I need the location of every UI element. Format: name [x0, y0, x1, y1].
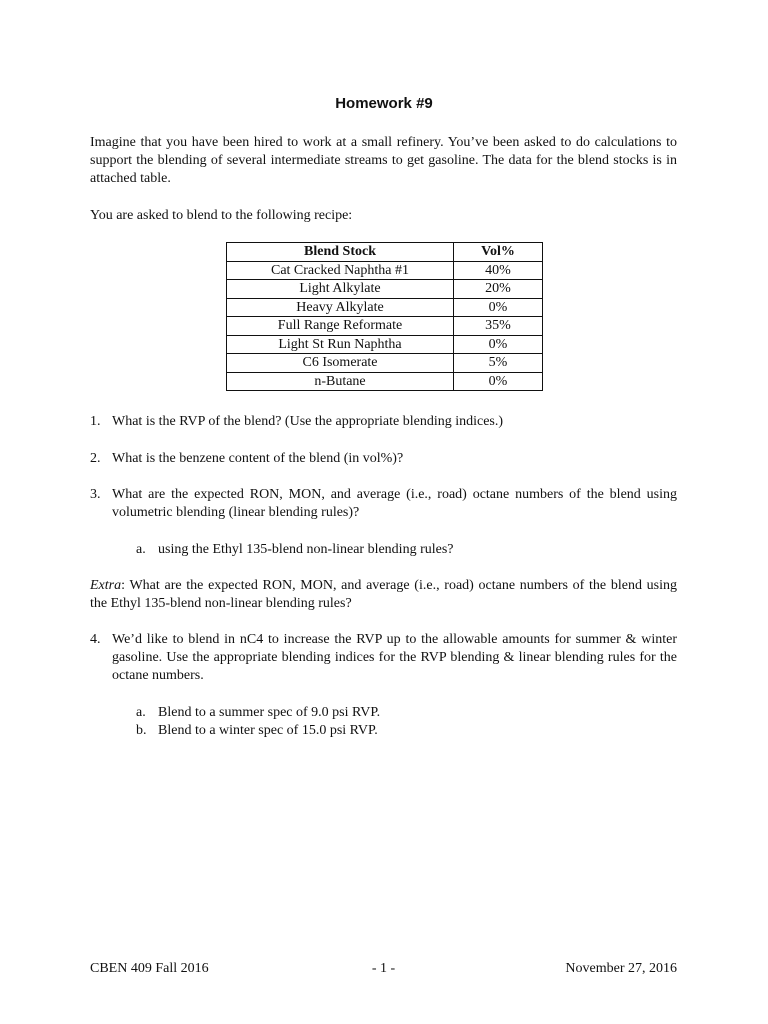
question-3 — [90, 486, 677, 522]
vol-percent-cell: 0% — [454, 335, 543, 354]
table-row — [227, 372, 543, 391]
extra-question — [90, 577, 677, 613]
table-row — [227, 317, 543, 336]
question-4 — [90, 631, 677, 685]
intro-paragraph: Imagine that you have been hired to work at a small refinery. You’ve been asked to do calculations to support the blending of several intermediate streams to get gasoline. The data for the blend stocks is in attached table. — [90, 135, 677, 186]
vol-percent-cell: 35% — [454, 317, 543, 336]
page-footer — [90, 960, 677, 978]
vol-percent-cell: 40% — [454, 261, 543, 280]
question-number: 3. — [90, 487, 101, 502]
recipe-intro: You are asked to blend to the following recipe: — [90, 208, 353, 223]
blend-stock-cell: Heavy Alkylate — [227, 298, 454, 317]
table-row — [227, 354, 543, 373]
header-vol-percent: Vol% — [454, 243, 543, 262]
footer-page-number: - 1 - — [371, 961, 396, 976]
question-4a — [136, 704, 676, 722]
table-header-row — [227, 243, 543, 262]
question-number: 2. — [90, 451, 101, 466]
question-text: We’d like to blend in nC4 to increase the RVP up to the allowable amounts for summer & winter gasoline. Use the appropriate blending indices for the RVP blending & linear blending rules for the octane numbers. — [112, 632, 677, 683]
sub-question-text: using the Ethyl 135-blend non-linear blending rules? — [158, 542, 454, 557]
blend-stock-cell: C6 Isomerate — [227, 354, 454, 373]
question-text: What is the benzene content of the blend (in vol%)? — [112, 451, 404, 466]
vol-percent-cell: 20% — [454, 280, 543, 299]
question-2 — [90, 450, 677, 468]
footer-date: November 27, 2016 — [565, 961, 677, 976]
vol-percent-cell: 0% — [454, 372, 543, 391]
blend-recipe-table — [226, 242, 543, 391]
blend-stock-cell: Light Alkylate — [227, 280, 454, 299]
vol-percent-cell: 5% — [454, 354, 543, 373]
blend-stock-cell: Full Range Reformate — [227, 317, 454, 336]
table-row — [227, 335, 543, 354]
page-title: Homework #9 — [335, 95, 433, 112]
table-row — [227, 298, 543, 317]
question-number: 4. — [90, 632, 101, 647]
header-blend-stock: Blend Stock — [227, 243, 454, 262]
question-text: What are the expected RON, MON, and average (i.e., road) octane numbers of the blend using volumetric blending (linear blending rules)? — [112, 487, 677, 520]
sub-question-letter: a. — [136, 542, 146, 557]
question-3a — [136, 541, 676, 559]
question-number: 1. — [90, 414, 101, 429]
table-row — [227, 280, 543, 299]
sub-question-text: Blend to a winter spec of 15.0 psi RVP. — [158, 723, 378, 738]
question-4b — [136, 722, 676, 740]
blend-stock-cell: n-Butane — [227, 372, 454, 391]
sub-question-text: Blend to a summer spec of 9.0 psi RVP. — [158, 705, 381, 720]
extra-text: : What are the expected RON, MON, and average (i.e., road) octane numbers of the blend using the Ethyl 135-blend non-linear blending rules? — [90, 578, 677, 611]
question-1 — [90, 413, 677, 431]
blend-stock-cell: Light St Run Naphtha — [227, 335, 454, 354]
question-text: What is the RVP of the blend? (Use the appropriate blending indices.) — [112, 414, 504, 429]
sub-question-letter: a. — [136, 705, 146, 720]
sub-question-letter: b. — [136, 723, 147, 738]
footer-course: CBEN 409 Fall 2016 — [90, 961, 209, 976]
blend-stock-cell: Cat Cracked Naphtha #1 — [227, 261, 454, 280]
extra-label: Extra — [90, 578, 122, 593]
table-row — [227, 261, 543, 280]
vol-percent-cell: 0% — [454, 298, 543, 317]
